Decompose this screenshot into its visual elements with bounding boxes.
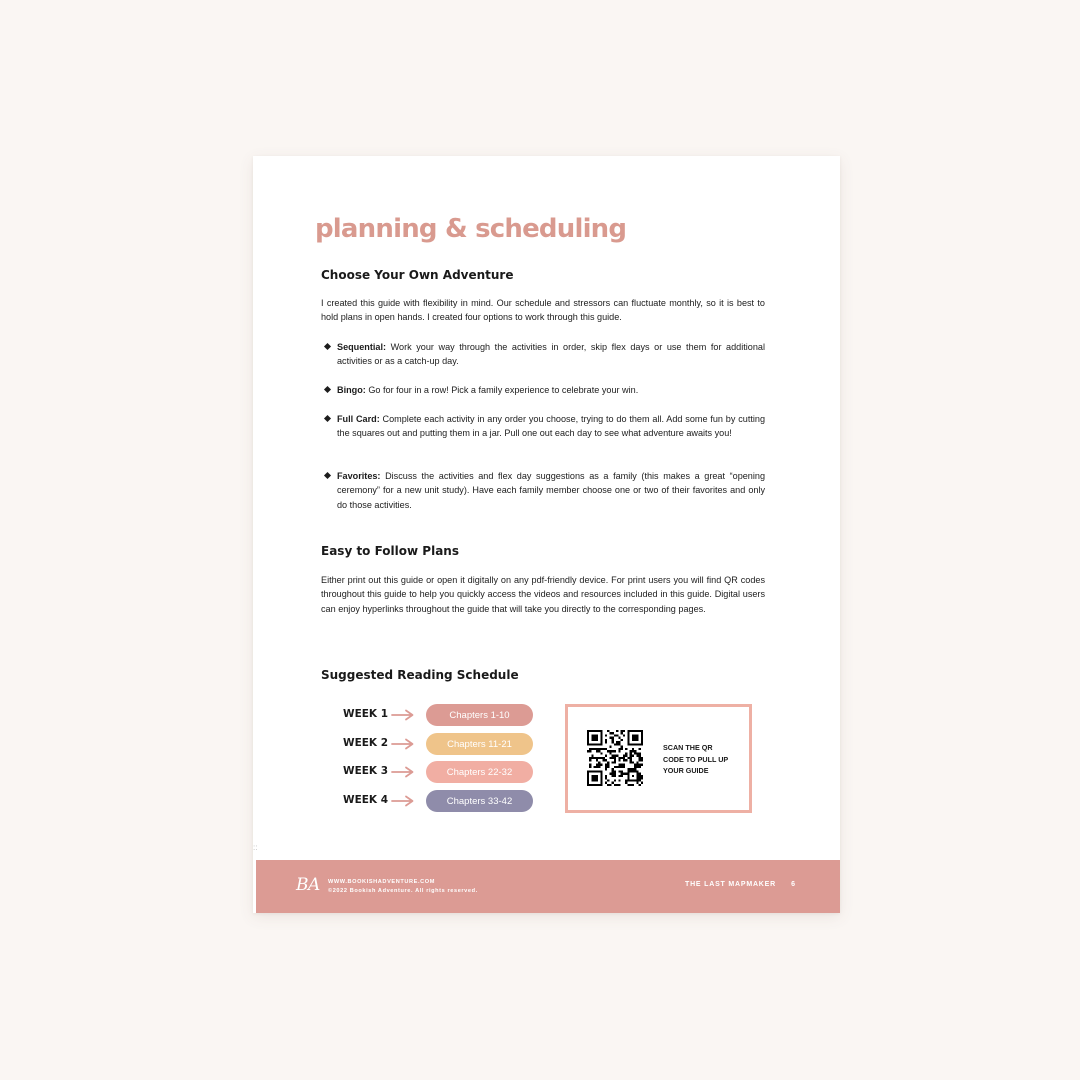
arrow-right-icon [391, 709, 415, 721]
week-label: WEEK 1 [343, 708, 389, 720]
edge-marker: :: [253, 843, 258, 852]
chapters-pill: Chapters 1-10 [426, 704, 533, 726]
schedule-row-week-1 [343, 704, 543, 726]
footer-book-title: THE LAST MAPMAKER [685, 881, 776, 888]
schedule-row-week-3 [343, 761, 543, 783]
week-label: WEEK 3 [343, 765, 389, 777]
qr-caption: SCAN THE QR CODE TO PULL UP YOUR GUIDE [663, 743, 729, 775]
chapters-pill: Chapters 33-42 [426, 790, 533, 812]
bullet-icon [324, 386, 331, 393]
section-heading-reading-schedule: Suggested Reading Schedule [321, 668, 519, 682]
list-item [321, 383, 765, 397]
footer-copyright: ©2022 Bookish Adventure. All rights reserved. [328, 888, 478, 894]
option-text: Work your way through the activities in order, skip flex days or use them for additional activities or as a catch-up day. [337, 342, 765, 367]
footer-credits [328, 878, 478, 896]
bullet-icon [324, 343, 331, 350]
section-heading-easy-plans: Easy to Follow Plans [321, 544, 459, 558]
document-page [253, 156, 840, 913]
option-text: Discuss the activities and flex day suggestions as a family (this makes a great “opening ceremony” for a new unit study). Have each family member choose one or two of their favorites and only do those activities. [337, 471, 765, 510]
bullet-icon [324, 472, 331, 479]
section-heading-choose-adventure: Choose Your Own Adventure [321, 268, 514, 282]
arrow-right-icon [391, 738, 415, 750]
option-term: Full Card: [337, 414, 380, 424]
chapters-pill: Chapters 11-21 [426, 733, 533, 755]
plans-paragraph: Either print out this guide or open it digitally on any pdf-friendly device. For print users you will find QR codes throughout this guide to help you quickly access the videos and resources included in this guide. Digital users can enjoy hyperlinks throughout the guide that will take you directly to the corresponding pages. [321, 575, 765, 614]
page-title: planning & scheduling [315, 214, 627, 244]
week-label: WEEK 2 [343, 737, 389, 749]
week-label: WEEK 4 [343, 794, 389, 806]
arrow-right-icon [391, 795, 415, 807]
option-term: Sequential: [337, 342, 387, 352]
page-footer [256, 860, 840, 913]
schedule-row-week-4 [343, 790, 543, 812]
list-item [321, 469, 765, 512]
bullet-icon [324, 415, 331, 422]
page-number: 6 [791, 881, 795, 888]
option-term: Favorites: [337, 471, 381, 481]
qr-callout [565, 704, 752, 813]
brand-logo: BA [296, 875, 320, 895]
schedule-row-week-2 [343, 733, 543, 755]
intro-paragraph: I created this guide with flexibility in mind. Our schedule and stressors can fluctuate monthly, so it is best to hold plans in open hands. I created four options to work through this guide. [321, 298, 765, 323]
qr-code-icon[interactable] [587, 730, 643, 786]
option-text: Complete each activity in any order you choose, trying to do them all. Add some fun by cutting the squares out and putting them in a jar. Pull one out each day to see what adventure awaits you! [337, 414, 766, 439]
option-text: Go for four in a row! Pick a family experience to celebrate your win. [365, 385, 639, 395]
chapters-pill: Chapters 22-32 [426, 761, 533, 783]
footer-url[interactable]: WWW.BOOKISHADVENTURE.COM [328, 879, 436, 885]
option-term: Bingo: [337, 385, 366, 395]
list-item [321, 412, 765, 441]
arrow-right-icon [391, 766, 415, 778]
list-item [321, 340, 765, 369]
